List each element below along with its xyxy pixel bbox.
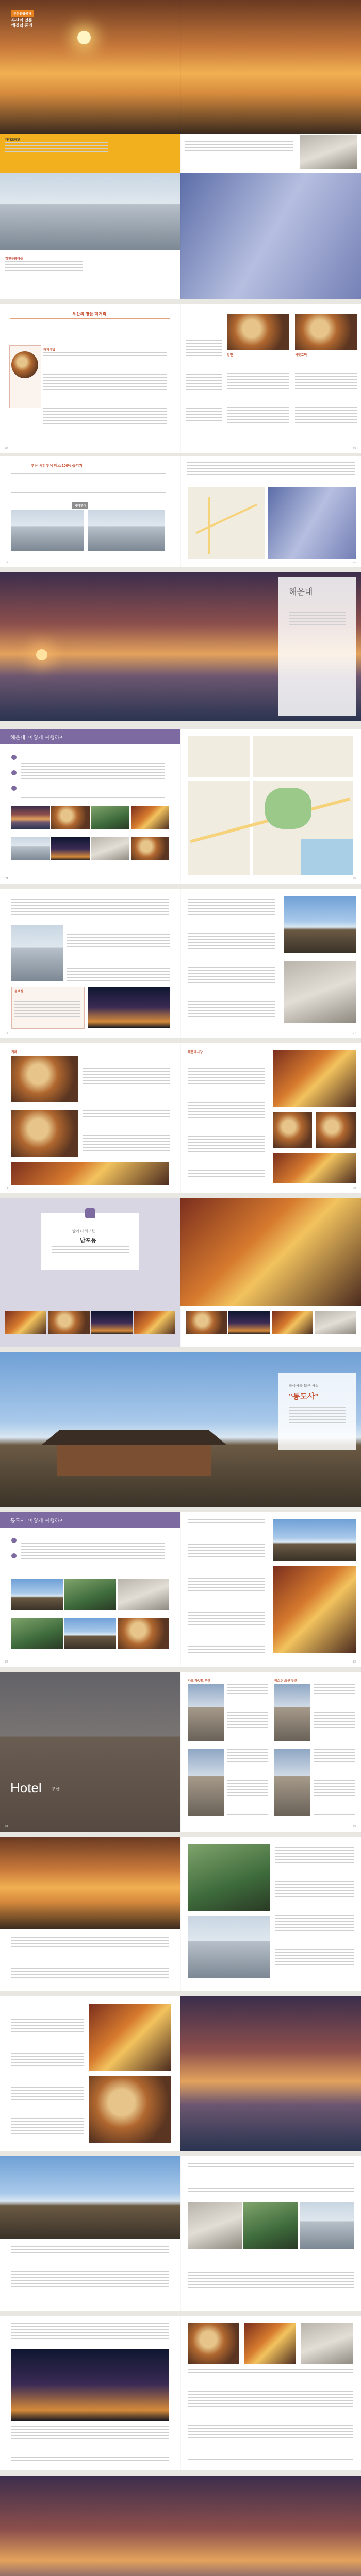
right-caption-1: 밀면 bbox=[227, 354, 233, 357]
thumb bbox=[315, 1311, 356, 1334]
body-text bbox=[43, 352, 167, 430]
thumb bbox=[64, 1579, 116, 1610]
cover-title-1: 부산의 일몰 bbox=[11, 18, 32, 23]
temple-photo-2 bbox=[273, 1566, 356, 1653]
gutter bbox=[180, 1512, 181, 1667]
spread-sunset bbox=[0, 0, 361, 173]
right-text-3 bbox=[186, 325, 222, 422]
spread-tongdosa bbox=[0, 1352, 361, 1507]
info-text bbox=[5, 142, 108, 163]
gutter bbox=[180, 304, 181, 453]
bus-photo-2 bbox=[88, 510, 165, 551]
right-caption-2: 씨앗호떡 bbox=[295, 354, 307, 357]
page-right bbox=[180, 1837, 361, 1991]
right-text bbox=[188, 896, 275, 1020]
gutter bbox=[180, 456, 181, 567]
page-number-right: 77 bbox=[353, 1032, 356, 1035]
extra-photo-2 bbox=[89, 2076, 171, 2143]
sun-shape bbox=[77, 31, 91, 44]
dish-photo-2 bbox=[295, 314, 357, 350]
bus-photo bbox=[11, 510, 84, 551]
thumb bbox=[131, 806, 169, 829]
village-photo bbox=[0, 173, 180, 250]
thumb bbox=[5, 1311, 46, 1334]
right-text-2 bbox=[295, 358, 357, 425]
page-left bbox=[0, 1198, 180, 1347]
cover-title-2: 해질녘 풍경 bbox=[11, 23, 32, 28]
extra-text bbox=[11, 1937, 169, 1978]
thumb bbox=[91, 806, 129, 829]
extra-text-3 bbox=[188, 2369, 353, 2462]
gutter bbox=[180, 1043, 181, 1193]
title-panel bbox=[278, 577, 356, 716]
page-right bbox=[180, 1996, 361, 2151]
step-dot-1 bbox=[11, 1538, 17, 1543]
body-text bbox=[67, 925, 170, 981]
page-left bbox=[0, 456, 180, 567]
extra-thumbs bbox=[188, 2202, 354, 2249]
thumb bbox=[51, 806, 89, 829]
left-head: 카페 bbox=[11, 1051, 18, 1054]
page-number-left: 84 bbox=[5, 1825, 8, 1828]
extra-text-3 bbox=[188, 2257, 354, 2298]
lantern-photo bbox=[180, 173, 361, 299]
thumb bbox=[51, 837, 89, 860]
right-text bbox=[188, 1519, 265, 1653]
page-right bbox=[180, 2156, 361, 2311]
gutter bbox=[180, 889, 181, 1038]
extra-photo-4 bbox=[301, 2323, 353, 2364]
page-left bbox=[0, 2156, 180, 2311]
haeundae-sun bbox=[36, 649, 47, 660]
market-photo-2 bbox=[273, 1112, 312, 1148]
park-area bbox=[265, 788, 311, 829]
haeundae-text bbox=[289, 603, 346, 634]
plan-title: 해운대, 이렇게 여행하자 bbox=[10, 735, 64, 741]
right-text-1 bbox=[227, 358, 289, 425]
page-number-right: 75 bbox=[353, 877, 356, 880]
extra-photo-2 bbox=[188, 1844, 270, 1911]
page-left bbox=[0, 304, 180, 453]
cafe-photo-2 bbox=[11, 1110, 78, 1157]
extra-text-2 bbox=[188, 2163, 354, 2194]
intro-text bbox=[11, 896, 169, 917]
spread-haeundae-plan bbox=[0, 729, 361, 884]
hotel-text-1 bbox=[227, 1684, 268, 1741]
thumb bbox=[228, 1311, 270, 1334]
spread-extra-4 bbox=[0, 2316, 361, 2470]
hotel-photo-4 bbox=[274, 1749, 310, 1816]
page-right bbox=[180, 2316, 361, 2470]
pavilion-photo bbox=[284, 896, 356, 953]
page-number-left: 74 bbox=[5, 877, 8, 880]
extra-text-2 bbox=[275, 1844, 354, 1978]
page-right bbox=[180, 173, 361, 299]
plan-photos-2 bbox=[11, 1618, 169, 1649]
thumb bbox=[186, 1311, 227, 1334]
extra-text bbox=[11, 2323, 169, 2344]
badge-line-2: 남포동 bbox=[80, 1238, 96, 1244]
page-number-right: 69 bbox=[353, 447, 356, 450]
page-right bbox=[180, 0, 361, 173]
thumb bbox=[134, 1311, 175, 1334]
page-number-left: 76 bbox=[5, 1032, 8, 1035]
step-dot-3 bbox=[11, 786, 17, 791]
left-sub: 돼지국밥 bbox=[43, 349, 56, 352]
market-text bbox=[188, 1056, 265, 1179]
page-left bbox=[0, 1043, 180, 1193]
page-number-right: 79 bbox=[353, 1187, 356, 1190]
spread-citytour bbox=[0, 456, 361, 567]
tour-map bbox=[188, 487, 265, 559]
info-heading: 다대포해변 bbox=[5, 139, 20, 142]
hotel-text-4 bbox=[314, 1749, 355, 1816]
hotel-photo-2 bbox=[274, 1684, 310, 1741]
spread-nampo bbox=[0, 1198, 361, 1347]
spread-extra-5 bbox=[0, 2476, 361, 2576]
cafe-photo-1 bbox=[11, 1056, 78, 1102]
extra-photo bbox=[89, 2004, 171, 2071]
hotel-sub: 부산 bbox=[52, 1787, 60, 1791]
badge-icon bbox=[85, 1208, 95, 1218]
page-number-left: 68 bbox=[5, 447, 8, 450]
step-dot-2 bbox=[11, 770, 17, 775]
hotel-title: Hotel bbox=[10, 1780, 42, 1795]
route-line bbox=[195, 504, 257, 534]
gutter bbox=[180, 2316, 181, 2470]
spread-extra-2 bbox=[0, 1996, 361, 2151]
page-number-left: 82 bbox=[5, 1660, 8, 1664]
thumb bbox=[118, 1579, 169, 1610]
spread-hotel bbox=[0, 1672, 361, 1832]
hotel-photo bbox=[0, 1672, 180, 1832]
right-head: 해운대시장 bbox=[188, 1051, 203, 1054]
extra-photo-2 bbox=[188, 2323, 239, 2364]
market-photo-4 bbox=[273, 1153, 356, 1183]
thumb bbox=[243, 2202, 298, 2249]
badge-text bbox=[52, 1246, 129, 1265]
page-number-left: 78 bbox=[5, 1187, 8, 1190]
page-left bbox=[0, 1672, 180, 1832]
sunset-photo-right bbox=[180, 0, 361, 134]
page-right bbox=[180, 1672, 361, 1832]
temple-photo-1 bbox=[273, 1519, 356, 1561]
thumb bbox=[11, 1618, 63, 1649]
page-right bbox=[180, 729, 361, 884]
page-right bbox=[180, 1512, 361, 1667]
page-left bbox=[0, 1512, 180, 1667]
hotel-photo-3 bbox=[188, 1749, 224, 1816]
plan-title: 통도사, 이렇게 여행하자 bbox=[10, 1518, 64, 1524]
statue-photo bbox=[284, 961, 356, 1023]
cafe-photo-3 bbox=[11, 1162, 169, 1185]
cafe-text-1 bbox=[83, 1056, 170, 1102]
page-left bbox=[0, 729, 180, 884]
spread-food bbox=[0, 304, 361, 453]
page-left bbox=[0, 173, 180, 299]
thumb bbox=[64, 1618, 116, 1649]
gutter bbox=[180, 0, 181, 173]
intro-text bbox=[11, 323, 169, 338]
page-left bbox=[0, 1996, 180, 2151]
extra-text bbox=[11, 2246, 169, 2298]
night-photo bbox=[88, 987, 170, 1028]
soup-photo bbox=[11, 351, 38, 378]
spread-haeundae bbox=[0, 572, 361, 721]
section-title: 부산의 명물 먹거리 bbox=[72, 312, 107, 316]
plan-photos-2 bbox=[11, 837, 169, 860]
caption-text bbox=[5, 261, 83, 282]
extra-wide-photo bbox=[0, 2476, 361, 2576]
tour-right-text bbox=[187, 462, 355, 478]
aerial-photo bbox=[268, 487, 356, 559]
nampo-photo bbox=[180, 1198, 361, 1306]
haeundae-map bbox=[188, 736, 353, 875]
gutter bbox=[180, 1996, 181, 2151]
spread-cafe bbox=[0, 1043, 361, 1193]
spread-tongdosa-plan bbox=[0, 1512, 361, 1667]
thumb bbox=[11, 806, 50, 829]
spread-extra-1 bbox=[0, 1837, 361, 1991]
page-left bbox=[0, 1837, 180, 1991]
tongdosa-title-main: "통도사" bbox=[289, 1392, 319, 1401]
thumb bbox=[91, 1311, 133, 1334]
page-left bbox=[0, 2316, 180, 2470]
tongdosa-title-1: 불국사를 닮은 사찰 bbox=[289, 1384, 319, 1388]
gutter bbox=[180, 1837, 181, 1991]
dish-photo-1 bbox=[227, 314, 289, 350]
page-right bbox=[180, 889, 361, 1038]
street bbox=[188, 777, 353, 781]
extra-photo-3 bbox=[244, 2323, 296, 2364]
step-dot-1 bbox=[11, 755, 17, 760]
cover-tag: 부산관광공사 bbox=[11, 10, 34, 17]
extra-photo bbox=[11, 2349, 169, 2421]
box-title: 동백섬 bbox=[14, 990, 24, 993]
thumb bbox=[188, 2202, 242, 2249]
hotel-text-2 bbox=[314, 1684, 355, 1741]
title-rule bbox=[10, 318, 170, 319]
thumb bbox=[11, 1579, 63, 1610]
cafe-text-2 bbox=[83, 1110, 170, 1157]
nampo-thumbs-right bbox=[186, 1311, 356, 1334]
extra-photo-3 bbox=[180, 1996, 361, 2151]
page-right bbox=[180, 1198, 361, 1347]
plan-photos bbox=[11, 1579, 169, 1610]
small-photo bbox=[300, 135, 357, 169]
thumb bbox=[11, 837, 50, 860]
extra-photo-3 bbox=[188, 1916, 270, 1978]
route-line-2 bbox=[208, 497, 210, 554]
page-left bbox=[0, 0, 180, 173]
step-dot-2 bbox=[11, 1553, 17, 1558]
spread-dongbaek bbox=[0, 889, 361, 1038]
thumb bbox=[272, 1311, 313, 1334]
temple-body bbox=[57, 1445, 211, 1476]
box-text bbox=[14, 995, 80, 1024]
extra-text-2 bbox=[11, 2426, 169, 2462]
page-number-left: 70 bbox=[5, 561, 8, 564]
tongdosa-text bbox=[289, 1404, 346, 1435]
hotel-photo-1 bbox=[188, 1684, 224, 1741]
page-number-right: 71 bbox=[353, 561, 356, 564]
right-info-text bbox=[185, 141, 293, 162]
temple-roof bbox=[41, 1430, 227, 1445]
thumb bbox=[131, 837, 169, 860]
caption-heading: 감천문화마을 bbox=[5, 258, 23, 261]
plan-steps bbox=[21, 754, 165, 800]
hotel-head-1: 파크 하얏트 부산 bbox=[188, 1680, 210, 1683]
hotel-text-3 bbox=[227, 1749, 268, 1816]
page-left bbox=[0, 889, 180, 1038]
gutter bbox=[180, 1198, 181, 1347]
tour-tab: 시티투어 bbox=[72, 502, 88, 509]
hotel-head-2: 웨스틴 조선 부산 bbox=[274, 1680, 297, 1683]
market-photo-3 bbox=[316, 1112, 356, 1148]
thumb bbox=[300, 2202, 354, 2249]
plan-steps bbox=[21, 1537, 165, 1568]
street bbox=[250, 736, 253, 875]
extra-photo bbox=[0, 2156, 180, 2239]
gutter bbox=[180, 173, 181, 299]
gutter bbox=[180, 2156, 181, 2311]
page-number-right: 83 bbox=[353, 1660, 356, 1664]
gutter bbox=[180, 1672, 181, 1832]
extra-photo bbox=[0, 1837, 180, 1929]
haeundae-title: 해운대 bbox=[289, 588, 313, 597]
thumb bbox=[48, 1311, 89, 1334]
spread-extra-3 bbox=[0, 2156, 361, 2311]
badge-line-1: 밤이 더 화려한 bbox=[72, 1230, 95, 1233]
page-right bbox=[180, 1043, 361, 1193]
gutter bbox=[180, 729, 181, 884]
tour-title: 부산 시티투어 버스 100% 즐기기 bbox=[31, 464, 83, 468]
plan-photos-1 bbox=[11, 806, 169, 829]
sea-area bbox=[301, 839, 353, 875]
extra-text bbox=[11, 2004, 84, 2143]
spread-village bbox=[0, 173, 361, 299]
market-photo-1 bbox=[273, 1050, 356, 1107]
lighthouse-photo bbox=[11, 925, 63, 981]
thumb bbox=[118, 1618, 169, 1649]
thumb bbox=[91, 837, 129, 860]
page-right bbox=[180, 456, 361, 567]
nampo-thumbs bbox=[5, 1311, 175, 1334]
tour-intro bbox=[11, 473, 166, 494]
page-right bbox=[180, 304, 361, 453]
page-number-right: 85 bbox=[353, 1825, 356, 1828]
